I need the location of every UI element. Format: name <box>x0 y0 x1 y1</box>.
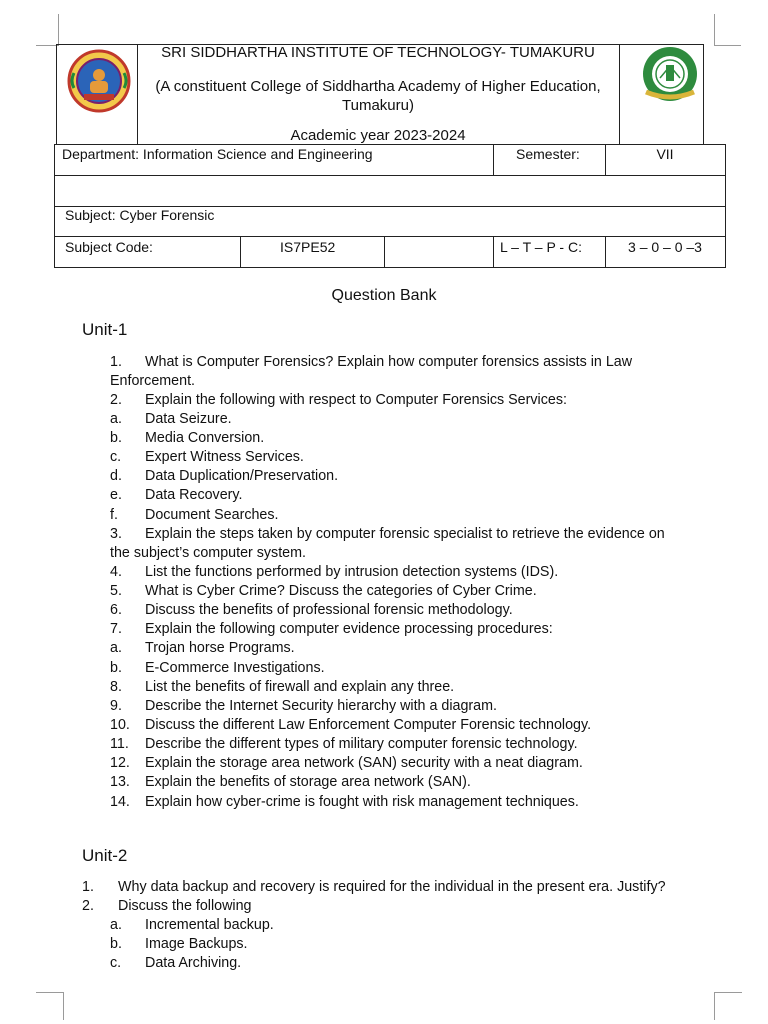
institute-emblem-icon <box>66 48 132 114</box>
academic-year: Academic year 2023-2024 <box>290 127 466 144</box>
ltpc-value: 3 – 0 – 0 –3 <box>628 239 702 255</box>
crop-mark-top-left-v <box>58 14 59 46</box>
crop-mark-bottom-left-h <box>36 992 63 993</box>
crop-mark-bottom-right-v <box>714 992 715 1020</box>
unit-2-heading: Unit-2 <box>82 846 128 865</box>
institute-name: SRI SIDDHARTHA INSTITUTE OF TECHNOLOGY- TUMAKURU <box>161 44 595 61</box>
constituent-line-2: Tumakuru) <box>342 97 414 114</box>
crop-mark-top-left-h <box>36 45 58 46</box>
subject-code-value: IS7PE52 <box>280 239 336 255</box>
subject-code-label: Subject Code: <box>65 239 153 255</box>
ltpc-label: L – T – P - C: <box>500 239 582 255</box>
crop-mark-top-right-h <box>715 45 741 46</box>
academy-seal-icon <box>636 44 704 104</box>
unit-1-heading: Unit-1 <box>82 320 128 339</box>
subject: Subject: Cyber Forensic <box>65 207 215 223</box>
page-title: Question Bank <box>331 287 437 304</box>
semester-label: Semester: <box>516 146 580 162</box>
department: Department: Information Science and Engineering <box>62 146 373 162</box>
list-item: 3. Explain the steps taken by computer forensic specialist to retrieve the evidence on the subject’s computer system. <box>110 526 665 561</box>
crop-mark-bottom-left-v <box>63 992 64 1020</box>
crop-mark-top-right-v <box>714 14 715 46</box>
constituent-line-1: (A constituent College of Siddhartha Academy of Higher Education, <box>155 78 601 95</box>
crop-mark-bottom-right-h <box>714 992 742 993</box>
list-item: 1. What is Computer Forensics? Explain how computer forensics assists in Law Enforcement. <box>110 354 633 389</box>
semester-value: VII <box>656 146 674 162</box>
